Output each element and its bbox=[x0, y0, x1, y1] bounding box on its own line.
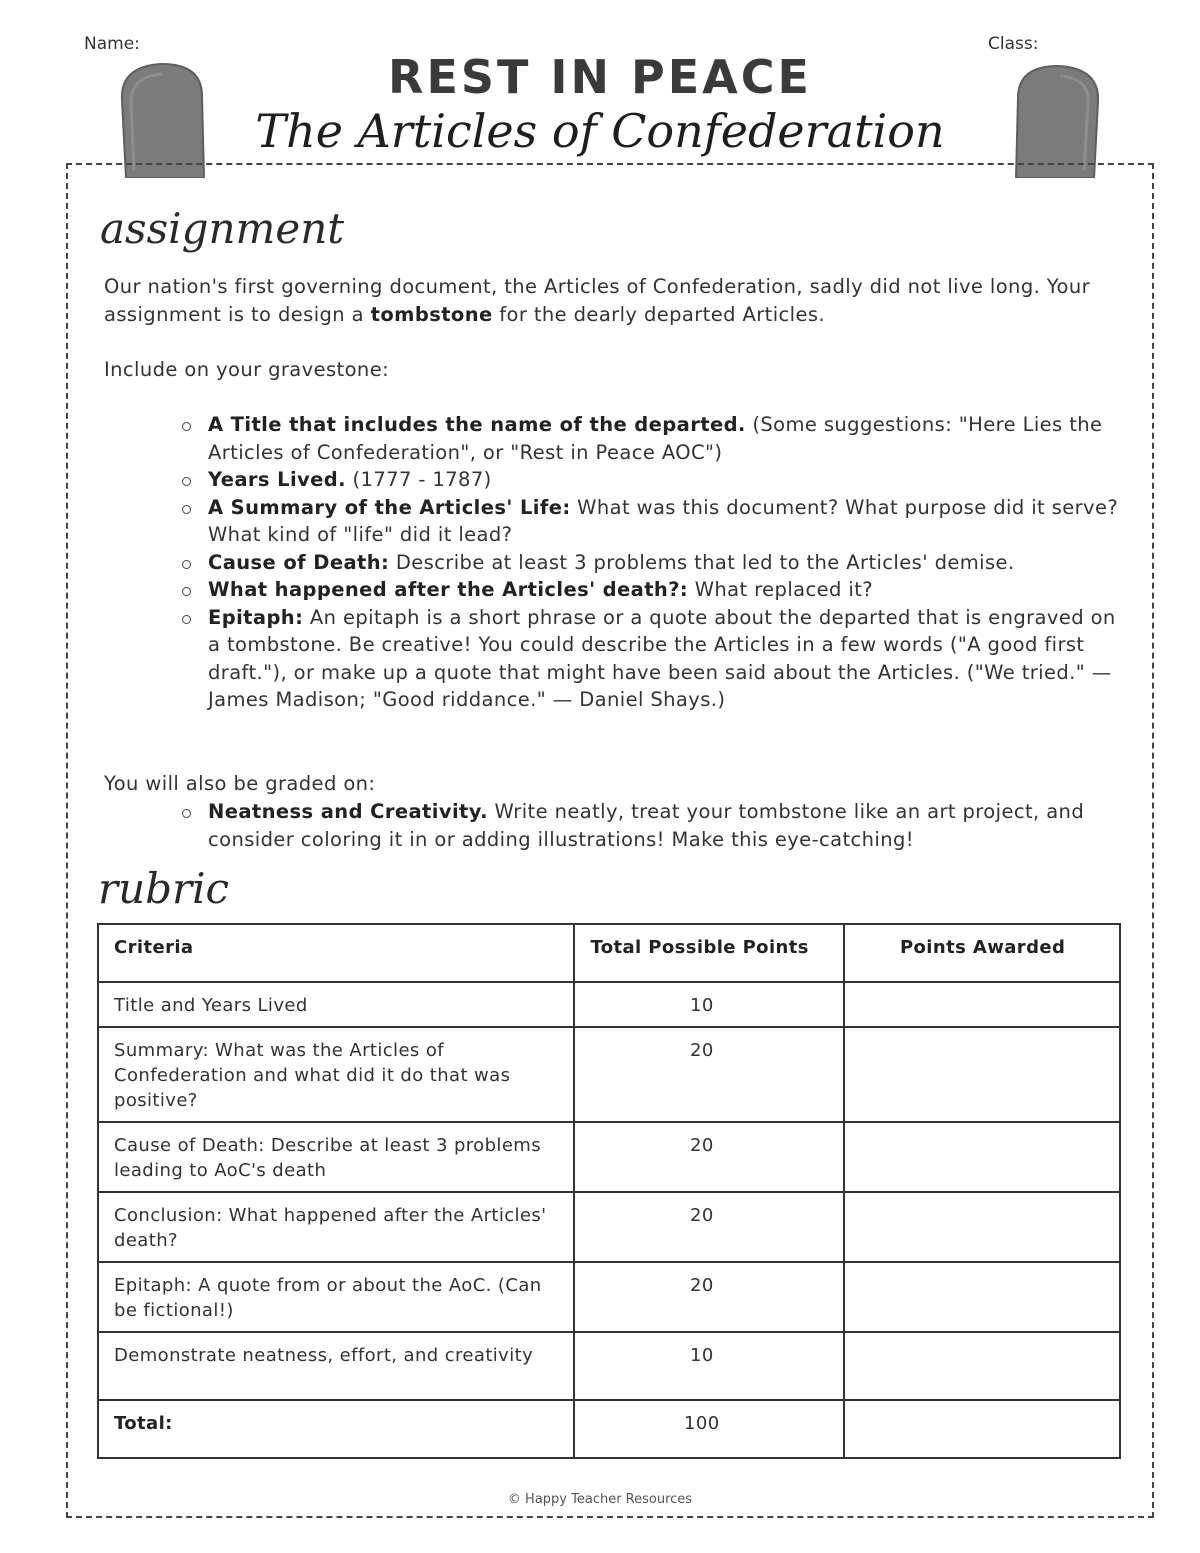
criteria-cell: Epitaph: A quote from or about the AoC. (Can be fictional!) bbox=[98, 1262, 574, 1332]
copyright-footer: © Happy Teacher Resources bbox=[507, 1492, 693, 1507]
points-cell: 10 bbox=[574, 982, 844, 1027]
list-item: Neatness and Creativity. Write neatly, treat your tombstone like an art project, and consider coloring it in or adding illustrations! Make this eye-catching! bbox=[180, 798, 1120, 853]
total-awarded-cell bbox=[844, 1400, 1120, 1458]
page-title: REST IN PEACE bbox=[388, 50, 812, 104]
assignment-intro bbox=[104, 273, 1114, 328]
awarded-cell bbox=[844, 1332, 1120, 1400]
awarded-cell bbox=[844, 982, 1120, 1027]
class-label: Class: bbox=[988, 34, 1039, 54]
total-label: Total: bbox=[98, 1400, 574, 1458]
total-points: 100 bbox=[574, 1400, 844, 1458]
rubric-heading: rubric bbox=[98, 864, 230, 913]
points-cell: 20 bbox=[574, 1027, 844, 1122]
table-header-row bbox=[98, 924, 1120, 982]
list-item: What happened after the Articles' death?: What replaced it? bbox=[180, 576, 1120, 604]
column-header-criteria: Criteria bbox=[98, 924, 574, 982]
graded-list bbox=[180, 798, 1120, 853]
criteria-cell: Cause of Death: Describe at least 3 problems leading to AoC's death bbox=[98, 1122, 574, 1192]
list-item: Cause of Death: Describe at least 3 problems that led to the Articles' demise. bbox=[180, 549, 1120, 577]
graded-label: You will also be graded on: bbox=[104, 772, 376, 795]
column-header-points-awarded: Points Awarded bbox=[844, 924, 1120, 982]
criteria-cell: Title and Years Lived bbox=[98, 982, 574, 1027]
criteria-cell: Conclusion: What happened after the Articles' death? bbox=[98, 1192, 574, 1262]
table-row bbox=[98, 1332, 1120, 1400]
table-total-row bbox=[98, 1400, 1120, 1458]
points-cell: 10 bbox=[574, 1332, 844, 1400]
table-row bbox=[98, 982, 1120, 1027]
table-row bbox=[98, 1027, 1120, 1122]
list-item: A Title that includes the name of the departed. (Some suggestions: "Here Lies the Articles of Confederation", or "Rest in Peace AOC") bbox=[180, 411, 1120, 466]
column-header-total-points: Total Possible Points bbox=[574, 924, 844, 982]
name-label: Name: bbox=[84, 34, 140, 54]
page-subtitle: The Articles of Confederation bbox=[255, 104, 945, 158]
intro-text-1: Our nation's first governing document, the Articles of Confederation, sadly did not live long. Your assignment is to design a bbox=[104, 275, 1091, 326]
include-list bbox=[180, 411, 1120, 714]
intro-text-2: for the dearly departed Articles. bbox=[492, 302, 826, 326]
awarded-cell bbox=[844, 1122, 1120, 1192]
criteria-cell: Demonstrate neatness, effort, and creativity bbox=[98, 1332, 574, 1400]
rubric-table bbox=[97, 923, 1121, 1459]
include-label: Include on your gravestone: bbox=[104, 358, 390, 381]
list-item: A Summary of the Articles' Life: What was this document? What purpose did it serve? What kind of "life" did it lead? bbox=[180, 494, 1120, 549]
points-cell: 20 bbox=[574, 1262, 844, 1332]
points-cell: 20 bbox=[574, 1122, 844, 1192]
awarded-cell bbox=[844, 1027, 1120, 1122]
points-cell: 20 bbox=[574, 1192, 844, 1262]
table-row bbox=[98, 1192, 1120, 1262]
assignment-heading: assignment bbox=[100, 204, 345, 253]
table-row bbox=[98, 1122, 1120, 1192]
awarded-cell bbox=[844, 1192, 1120, 1262]
criteria-cell: Summary: What was the Articles of Confederation and what did it do that was positive? bbox=[98, 1027, 574, 1122]
intro-bold: tombstone bbox=[370, 302, 493, 326]
list-item: Years Lived. (1777 - 1787) bbox=[180, 466, 1120, 494]
table-row bbox=[98, 1262, 1120, 1332]
list-item: Epitaph: An epitaph is a short phrase or a quote about the departed that is engraved on a tombstone. Be creative! You could describe the Articles in a few words ("A good first draft."), or make up a quote that might have been said about the Articles. ("We tried." — James Madison; "Good riddance." — Daniel Shays.) bbox=[180, 604, 1120, 714]
awarded-cell bbox=[844, 1262, 1120, 1332]
